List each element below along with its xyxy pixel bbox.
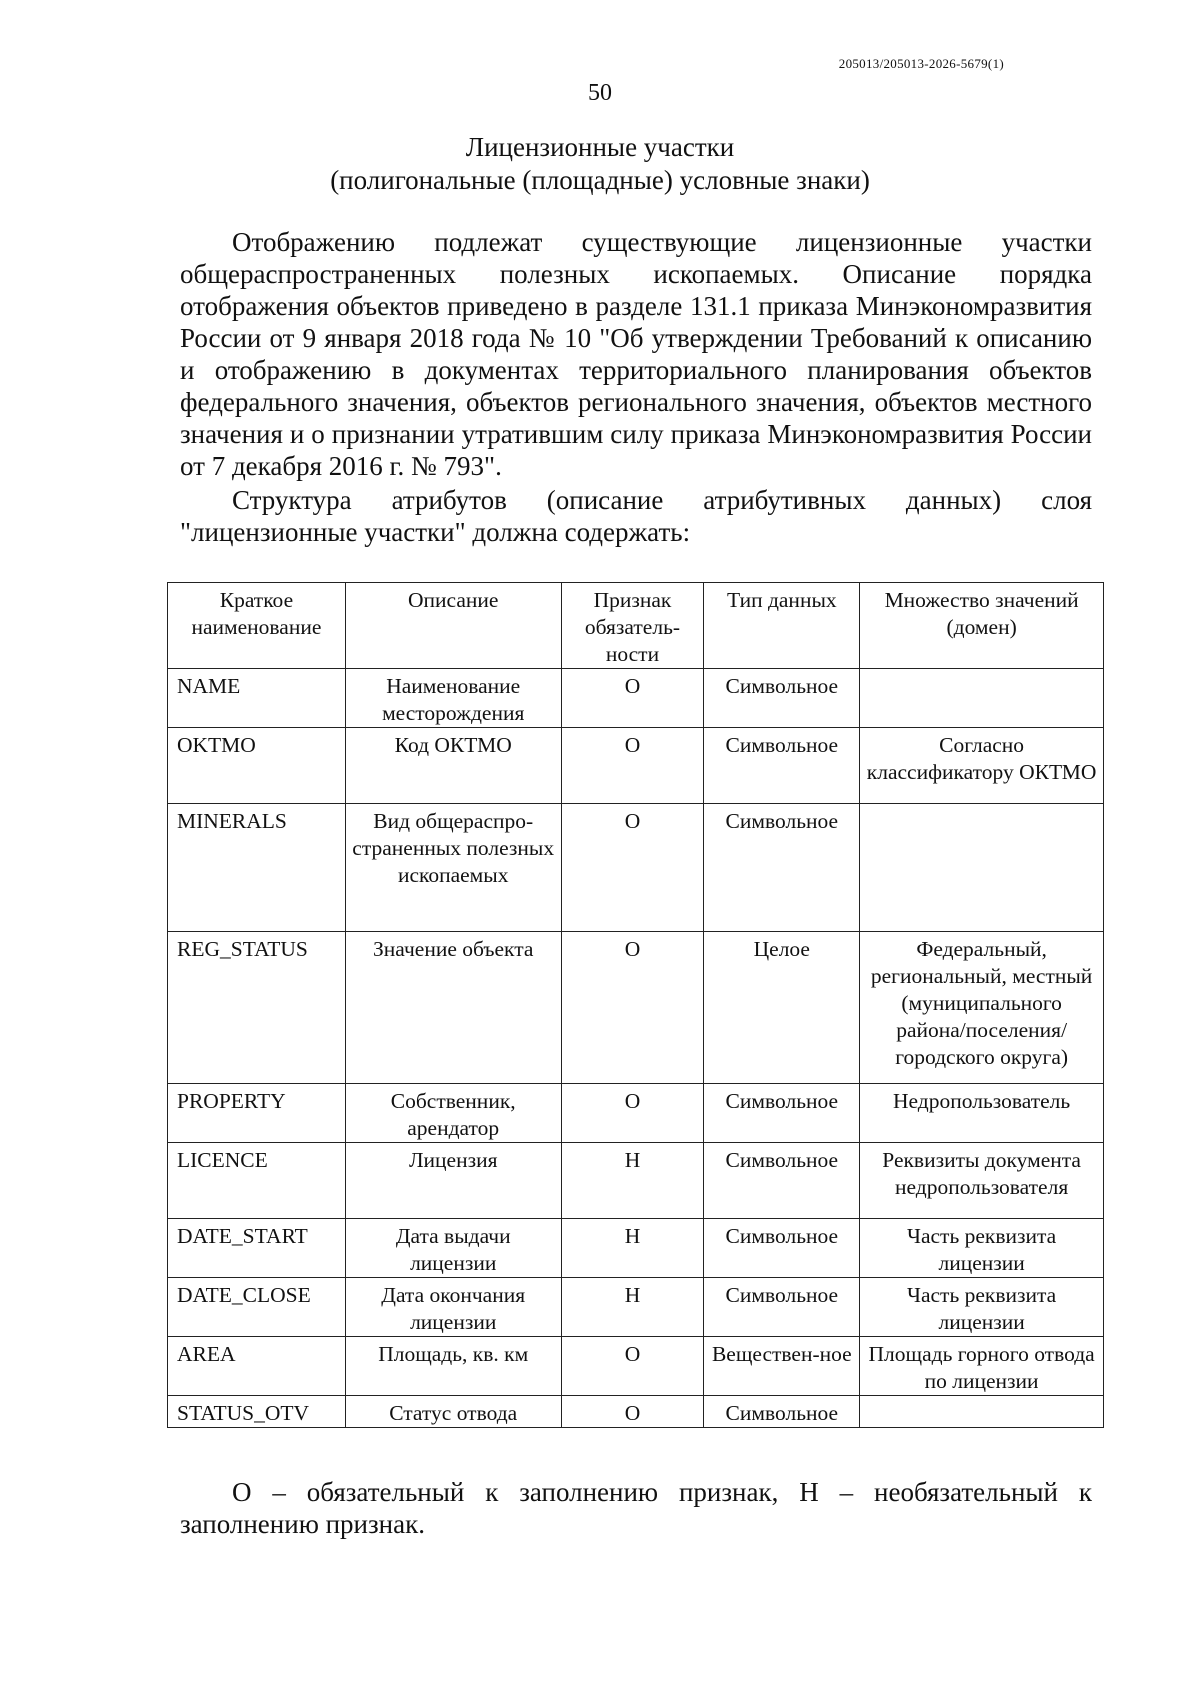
legend-note-text: О – обязательный к заполнению признак, Н – необязательный к заполнению признак. [180,1477,1092,1539]
intro-paragraph [180,226,1092,482]
cell-short-name: OKTMO [168,728,346,804]
cell-short-name: REG_STATUS [168,932,346,1084]
table-row [168,1396,1104,1428]
cell-value-domain [860,669,1104,728]
cell-description: Наименование месторождения [345,669,561,728]
cell-short-name: STATUS_OTV [168,1396,346,1428]
cell-value-domain: Недропользователь [860,1084,1104,1143]
cell-data-type: Символьное [704,1278,860,1337]
cell-short-name: DATE_CLOSE [168,1278,346,1337]
section-title-line1: Лицензионные участки [465,132,735,162]
cell-data-type: Символьное [704,1084,860,1143]
cell-required-flag: О [561,669,704,728]
cell-value-domain: Реквизиты документа недропользователя [860,1143,1104,1219]
cell-value-domain: Часть реквизита лицензии [860,1219,1104,1278]
cell-data-type: Символьное [704,1219,860,1278]
cell-required-flag: О [561,1396,704,1428]
cell-required-flag: Н [561,1278,704,1337]
cell-value-domain: Федеральный, региональный, местный (муниципального района/поселения/ городского округа) [860,932,1104,1084]
cell-description: Дата окончания лицензии [345,1278,561,1337]
cell-description: Вид общераспро-страненных полезных ископаемых [345,804,561,932]
cell-description: Собственник, арендатор [345,1084,561,1143]
cell-description: Код ОКТМО [345,728,561,804]
cell-data-type: Символьное [704,1396,860,1428]
header-value-domain: Множество значений (домен) [860,583,1104,669]
table-row [168,804,1104,932]
cell-value-domain [860,804,1104,932]
structure-paragraph-text: Структура атрибутов (описание атрибутивных данных) слоя "лицензионные участки" должна содержать: [180,485,1092,547]
cell-required-flag: Н [561,1143,704,1219]
cell-data-type: Веществен-ное [704,1337,860,1396]
table-row [168,1337,1104,1396]
table-row [168,728,1104,804]
cell-value-domain: Площадь горного отвода по лицензии [860,1337,1104,1396]
table-row [168,932,1104,1084]
cell-required-flag: О [561,1337,704,1396]
header-short-name: Краткое наименование [168,583,346,669]
header-data-type: Тип данных [704,583,860,669]
cell-value-domain [860,1396,1104,1428]
table-row [168,1278,1104,1337]
cell-description: Дата выдачи лицензии [345,1219,561,1278]
cell-value-domain: Часть реквизита лицензии [860,1278,1104,1337]
cell-short-name: AREA [168,1337,346,1396]
cell-short-name: DATE_START [168,1219,346,1278]
cell-required-flag: Н [561,1219,704,1278]
table-row [168,1219,1104,1278]
cell-data-type: Символьное [704,728,860,804]
header-description: Описание [345,583,561,669]
cell-description: Статус отвода [345,1396,561,1428]
cell-data-type: Символьное [704,1143,860,1219]
section-title [0,131,1200,197]
legend-note [180,1476,1092,1540]
table-row [168,1084,1104,1143]
cell-short-name: LICENCE [168,1143,346,1219]
header-required-flag: Признак обязатель-ности [561,583,704,669]
cell-short-name: PROPERTY [168,1084,346,1143]
cell-required-flag: О [561,804,704,932]
cell-data-type: Символьное [704,804,860,932]
attributes-table [167,582,1104,1428]
intro-paragraph-text: Отображению подлежат существующие лицензионные участки общераспространенных полезных ископаемых. Описание порядка отображения объектов приведено в разделе 131.1 приказа Минэкономразвития России от 9 января 2018 года № 10 "Об утверждении Требований к описанию и отображению в документах территориального планирования объектов федерального значения, объектов регионального значения, объектов местного значения и о признании утратившим силу приказа Минэкономразвития России от 7 декабря 2016 г. № 793". [180,227,1092,481]
cell-description: Площадь, кв. км [345,1337,561,1396]
table-row [168,1143,1104,1219]
document-id: 205013/205013-2026-5679(1) [838,56,1004,71]
table-header-row [168,583,1104,669]
cell-short-name: NAME [168,669,346,728]
cell-required-flag: О [561,728,704,804]
cell-data-type: Целое [704,932,860,1084]
section-title-line2: (полигональные (площадные) условные знаки) [330,165,870,195]
page-number: 50 [588,80,612,106]
cell-value-domain: Согласно классификатору ОКТМО [860,728,1104,804]
cell-required-flag: О [561,932,704,1084]
table-row [168,669,1104,728]
cell-required-flag: О [561,1084,704,1143]
cell-short-name: MINERALS [168,804,346,932]
cell-description: Лицензия [345,1143,561,1219]
cell-data-type: Символьное [704,669,860,728]
cell-description: Значение объекта [345,932,561,1084]
structure-paragraph [180,484,1092,548]
